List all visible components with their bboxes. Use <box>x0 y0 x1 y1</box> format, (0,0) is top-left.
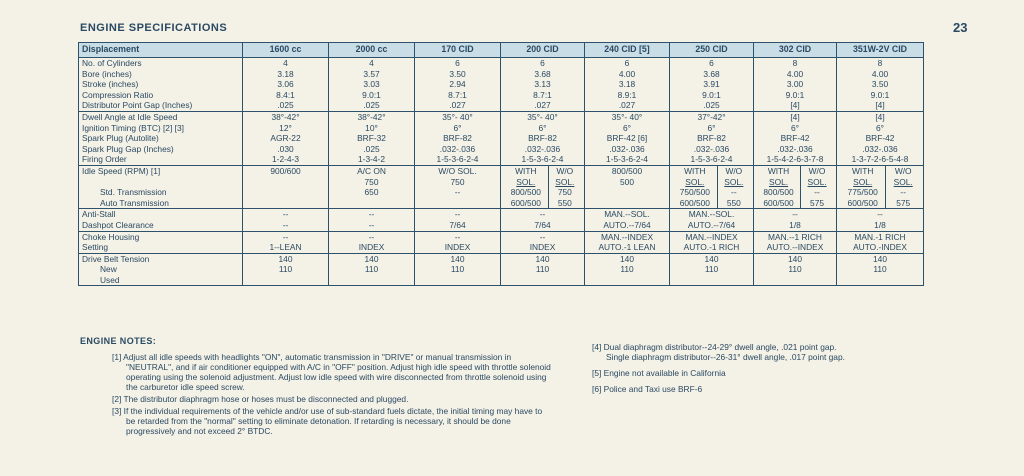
idle-without-sol-value: 575 <box>885 198 920 209</box>
basic-spec-value: 9.0:1 <box>870 89 890 100</box>
choke-value: INDEX <box>358 242 385 253</box>
choke-value-cell <box>754 231 837 253</box>
antistall-row <box>79 209 924 231</box>
idle-split-row <box>840 198 920 209</box>
ignition-spec-value: .032-.036 <box>693 143 730 154</box>
idle-1600-cell <box>243 165 329 208</box>
drive-belt-label: New <box>100 264 117 275</box>
drive-belt-value: 110 <box>364 264 379 275</box>
idle-without-sol-value: W/O <box>800 166 833 177</box>
ignition-spec-value: 6° <box>538 122 547 133</box>
page-title: ENGINE SPECIFICATIONS <box>80 22 228 34</box>
choke-label: Choke Housing <box>82 231 140 242</box>
std-transmission-label: Std. Transmission <box>100 187 167 198</box>
basic-spec-value: 8.7:1 <box>533 89 552 100</box>
antistall-value: 1/8 <box>874 219 886 230</box>
ignition-spec-value: BRF-82 <box>443 133 472 144</box>
note-3: [3] If the individual requirements of the vehicle and/or use of sub-standard fuels dictate, the initial timing may have to be retarded from the "normal" setting to eliminate detonation. If retarding is necessary, it should be done progressively and not exceed 2° BTDC. <box>112 406 543 436</box>
idle-without-sol-value: 575 <box>800 198 833 209</box>
antistall-value-cell <box>329 209 415 231</box>
idle-split-row <box>673 198 750 209</box>
choke-value: -- <box>539 231 546 242</box>
ignition-spec-value: 35°- 40° <box>611 111 643 122</box>
ignition-spec-value: .032-.036 <box>609 143 645 154</box>
idle-without-sol-value: SOL. <box>548 177 581 188</box>
basic-spec-value: .027 <box>449 100 466 111</box>
basic-spec-value: 8 <box>877 58 883 68</box>
drive-belt-value-cell <box>415 253 501 286</box>
antistall-value: -- <box>368 209 375 220</box>
ignition-spec-value: .032-.036 <box>439 143 476 154</box>
drive-belt-value: 140 <box>450 253 465 264</box>
idle-with-sol-value: SOL. <box>768 176 789 187</box>
basic-spec-value-cell <box>329 58 415 112</box>
choke-value-cell <box>670 231 754 253</box>
idle-2000-auto: 650 <box>364 187 379 198</box>
drive-belt-value: 110 <box>873 264 887 275</box>
note-4 <box>592 342 922 362</box>
ignition-spec-value-cell <box>585 111 670 165</box>
note-6: [6] Police and Taxi use BRF-6 <box>592 384 703 394</box>
drive-belt-value: 110 <box>620 264 634 275</box>
idle-split-row <box>673 187 750 198</box>
choke-value-cell <box>501 231 585 253</box>
ignition-spec-value: 38°-42° <box>271 111 300 122</box>
antistall-value: -- <box>454 209 461 220</box>
choke-value-cell <box>415 231 501 253</box>
antistall-value: -- <box>877 209 883 220</box>
drive-belt-value: 140 <box>278 253 293 264</box>
choke-value: MAN.-1 RICH <box>854 231 906 242</box>
ignition-spec-value: 6° <box>875 122 884 133</box>
idle-split-row <box>504 177 581 188</box>
choke-value: AUTO.--INDEX <box>766 242 824 253</box>
note-1: [1] Adjust all idle speeds with headlights "ON", automatic transmission in "DRIVE" or manual transmission in "NEUTRAL", and if air conditioner equipped with A/C in "OFF" position. Adjust high idle speed with throttle solenoid operating using the solenoid adjustment. Adjust low idle speed with wire disconnected from throttle solenoid using the carburetor idle speed screw. <box>112 352 551 392</box>
basic-spec-label: Compression Ratio <box>82 89 154 100</box>
choke-value: -- <box>454 231 461 242</box>
basic-spec-value: 2.94 <box>449 79 466 90</box>
idle-200-cell <box>501 165 585 208</box>
basic-spec-value: 6 <box>540 58 545 68</box>
idle-with-sol-value: 600/500 <box>763 197 794 208</box>
idle-with-sol-value: 775/500 <box>847 187 878 198</box>
basic-spec-value: .027 <box>534 100 551 111</box>
idle-250-cell <box>670 165 754 208</box>
basic-spec-value: 9.0:1 <box>702 89 721 100</box>
ignition-spec-value: 6° <box>453 122 462 133</box>
engine-header: 200 CID <box>501 43 585 58</box>
drive-belt-value: 110 <box>278 264 293 275</box>
choke-row <box>79 231 924 253</box>
note-5: [5] Engine not available in California <box>592 368 726 378</box>
drive-belt-value: 140 <box>873 253 887 264</box>
idle-speed-label: Idle Speed (RPM) [1] <box>82 165 161 176</box>
basic-specs-row <box>79 58 924 112</box>
ignition-spec-value: .032-.036 <box>777 143 813 154</box>
ignition-spec-value: 1-5-3-6-2-4 <box>521 154 564 165</box>
idle-split-row <box>840 177 920 188</box>
basic-spec-value: [4] <box>875 100 885 111</box>
basic-spec-value: 3.13 <box>534 79 551 90</box>
ignition-spec-value: 1-2-4-3 <box>272 154 299 165</box>
idle-351-cell <box>837 165 924 208</box>
drive-belt-label: Drive Belt Tension <box>82 253 150 264</box>
note-4-single: Single diaphragm distributor--26-31° dwell angle, .017 point gap. <box>606 352 845 362</box>
choke-value: MAN.--1 RICH <box>768 231 822 242</box>
choke-label-cell <box>79 231 243 253</box>
choke-value-cell <box>329 231 415 253</box>
engine-header: 170 CID <box>415 43 501 58</box>
idle-240-cell <box>585 165 670 208</box>
antistall-value: AUTO.--7/64 <box>603 219 651 230</box>
ignition-spec-value: [4] <box>875 111 885 122</box>
ignition-spec-value: 38°-42° <box>357 111 386 122</box>
antistall-value: 7/64 <box>534 219 551 230</box>
basic-spec-value: 4.00 <box>871 68 889 79</box>
basic-spec-value: 9.0:1 <box>362 89 381 100</box>
ignition-spec-value: AGR-22 <box>270 133 301 144</box>
idle-without-sol-value: SOL. <box>885 177 920 188</box>
idle-split-row <box>757 177 833 188</box>
choke-label: Setting <box>82 242 109 253</box>
header-row <box>79 43 924 58</box>
ignition-spec-value: 1-5-4-2-6-3-7-8 <box>766 154 824 165</box>
engine-header: 250 CID <box>670 43 754 58</box>
idle-split-row <box>757 166 833 177</box>
choke-value: MAN.--INDEX <box>685 231 738 242</box>
spacer <box>82 177 239 188</box>
basic-spec-value: 8.7:1 <box>448 89 467 100</box>
ignition-spec-value: 35°- 40° <box>527 111 558 122</box>
ignition-spec-label: Dwell Angle at Idle Speed <box>82 111 178 122</box>
basic-spec-label-cell <box>79 58 243 112</box>
basic-spec-value: .027 <box>618 100 636 111</box>
ignition-spec-value: 1-3-4-2 <box>358 154 385 165</box>
basic-spec-value: 4 <box>369 58 374 68</box>
engine-header: 1600 cc <box>243 43 329 58</box>
engine-header: 240 CID [5] <box>585 43 670 58</box>
choke-value: MAN.--INDEX <box>600 231 654 242</box>
basic-spec-value-cell <box>585 58 670 112</box>
idle-with-sol-value: SOL. <box>853 176 873 187</box>
basic-spec-value: 4.00 <box>618 68 636 79</box>
note-2: [2] The distributor diaphragm hose or hoses must be disconnected and plugged. <box>112 394 409 404</box>
ignition-spec-value: 37°-42° <box>697 111 726 122</box>
idle-without-sol-value: -- <box>717 187 750 198</box>
ignition-spec-label-cell <box>79 111 243 165</box>
ignition-spec-value: .032-.036 <box>862 143 898 154</box>
idle-240-auto: 500 <box>620 176 634 187</box>
basic-spec-value: 3.06 <box>277 79 294 90</box>
antistall-value-cell <box>670 209 754 231</box>
ignition-specs-row <box>79 111 924 165</box>
basic-spec-value: 3.18 <box>277 68 294 79</box>
notes-left-column <box>112 352 552 438</box>
engine-header: 351W-2V CID <box>837 43 924 58</box>
idle-without-sol-value: -- <box>800 187 833 198</box>
idle-with-sol-value: 750/500 <box>679 187 710 198</box>
drive-belt-value-cell <box>501 253 585 286</box>
antistall-value-cell <box>585 209 670 231</box>
drive-belt-value: 110 <box>704 264 719 275</box>
antistall-value: MAN.--SOL. <box>604 209 650 220</box>
ignition-spec-value: BRF-82 <box>528 133 557 144</box>
drive-belt-value-cell <box>243 253 329 286</box>
basic-spec-value: 3.68 <box>534 68 551 79</box>
choke-value: AUTO.-INDEX <box>853 242 907 253</box>
ignition-spec-value: 1-3-7-2-6-5-4-8 <box>851 154 909 165</box>
idle-170-auto: -- <box>454 187 461 198</box>
drive-belt-label: Used <box>100 274 120 285</box>
engine-spec-table <box>78 42 924 286</box>
engine-header: 2000 cc <box>329 43 415 58</box>
ignition-spec-value: 1-5-3-6-2-4 <box>690 154 733 165</box>
choke-value: AUTO.-1 RICH <box>683 242 740 253</box>
ignition-spec-value: BRF-42 <box>780 133 810 144</box>
antistall-value-cell <box>837 209 924 231</box>
choke-value: INDEX <box>529 242 556 253</box>
antistall-value-cell <box>415 209 501 231</box>
idle-240-std: 800/500 <box>611 165 643 176</box>
page-number: 23 <box>953 20 968 35</box>
basic-spec-value: 3.18 <box>618 79 636 90</box>
basic-spec-value: 8.4:1 <box>276 89 295 100</box>
antistall-value: MAN.--SOL. <box>688 209 735 220</box>
basic-spec-value-cell <box>837 58 924 112</box>
ignition-spec-value: [4] <box>790 111 800 122</box>
idle-2000-head: A/C ON <box>357 165 386 176</box>
choke-value: -- <box>282 231 289 242</box>
ignition-spec-value: .025 <box>363 143 380 154</box>
idle-without-sol-value: 750 <box>548 187 581 198</box>
basic-spec-value: 8 <box>792 58 798 68</box>
basic-spec-label: Stroke (inches) <box>82 79 139 90</box>
ignition-spec-value: BRF-82 <box>697 133 726 144</box>
idle-split-row <box>504 198 581 209</box>
ignition-spec-value: BRF-42 [6] <box>606 133 648 144</box>
basic-spec-value: .025 <box>277 100 294 111</box>
ignition-spec-value-cell <box>415 111 501 165</box>
drive-belt-value-cell <box>837 253 924 286</box>
basic-spec-value: 3.00 <box>786 79 804 90</box>
antistall-value: 7/64 <box>449 219 466 230</box>
idle-170-std: 750 <box>450 176 465 187</box>
antistall-value: -- <box>282 209 289 220</box>
basic-spec-value: 8.9:1 <box>617 89 637 100</box>
drive-belt-value: 140 <box>364 253 379 264</box>
antistall-value: AUTO.--7/64 <box>687 219 736 230</box>
idle-without-sol-value: W/O <box>717 166 750 177</box>
basic-spec-value: 3.03 <box>363 79 380 90</box>
ignition-spec-value: .032-.036 <box>524 143 561 154</box>
choke-value-cell <box>837 231 924 253</box>
basic-spec-value: 6 <box>624 58 630 68</box>
basic-spec-label: No. of Cylinders <box>82 58 142 68</box>
choke-value: AUTO.-1 LEAN <box>598 242 656 253</box>
idle-split-row <box>673 166 750 177</box>
basic-spec-value-cell <box>243 58 329 112</box>
idle-split-row <box>757 187 833 198</box>
drive-belt-value: 110 <box>450 264 465 275</box>
ignition-spec-value-cell <box>329 111 415 165</box>
idle-1600-std: 900/600 <box>270 165 301 176</box>
engine-notes-title: ENGINE NOTES: <box>80 336 157 346</box>
basic-spec-value: .025 <box>703 100 720 111</box>
drive-belt-value-cell <box>754 253 837 286</box>
ignition-spec-value: 10° <box>365 122 378 133</box>
ignition-spec-value: 12° <box>279 122 292 133</box>
drive-belt-value: 110 <box>535 264 550 275</box>
antistall-value: -- <box>539 209 546 220</box>
idle-170-head: W/O SOL. <box>438 165 477 176</box>
auto-transmission-label: Auto Transmission <box>100 197 169 208</box>
basic-spec-label: Bore (inches) <box>82 68 132 79</box>
basic-spec-value: 3.50 <box>871 79 889 90</box>
basic-spec-value: 4 <box>283 58 288 68</box>
choke-value: -- <box>368 231 375 242</box>
drive-belt-value: 140 <box>788 253 802 264</box>
basic-spec-value-cell <box>415 58 501 112</box>
ignition-spec-value: 6° <box>790 122 799 133</box>
idle-split-row <box>840 187 920 198</box>
choke-value: 1--LEAN <box>269 242 302 253</box>
idle-speed-row <box>79 165 924 208</box>
basic-spec-label: Distributor Point Gap (Inches) <box>82 100 193 111</box>
idle-2000-cell <box>329 165 415 208</box>
idle-split-row <box>673 177 750 188</box>
basic-spec-value: [4] <box>790 100 800 111</box>
choke-value-cell <box>243 231 329 253</box>
idle-split-row <box>840 166 920 177</box>
antistall-value: 1/8 <box>789 219 801 230</box>
idle-with-sol-value: WITH <box>851 165 874 176</box>
idle-split-row <box>757 198 833 209</box>
ignition-spec-value: BRF-42 <box>865 133 895 144</box>
idle-with-sol-value: WITH <box>515 165 537 176</box>
choke-value-cell <box>585 231 670 253</box>
idle-without-sol-value: 550 <box>717 198 750 209</box>
idle-with-sol-value: 600/500 <box>510 197 541 208</box>
basic-spec-value-cell <box>501 58 585 112</box>
ignition-spec-value: 1-5-3-6-2-4 <box>606 154 648 165</box>
antistall-value-cell <box>243 209 329 231</box>
idle-split-row <box>504 166 581 177</box>
ignition-spec-value-cell <box>754 111 837 165</box>
drive-belt-value: 140 <box>535 253 550 264</box>
idle-with-sol-value: SOL. <box>685 176 705 187</box>
ignition-spec-label: Spark Plug (Autolite) <box>82 133 159 144</box>
idle-split-row <box>504 187 581 198</box>
drive-belt-row <box>79 253 924 286</box>
idle-without-sol-value: W/O <box>885 166 920 177</box>
drive-belt-value: 110 <box>788 264 802 275</box>
ignition-spec-value: 1-5-3-6-2-4 <box>436 154 479 165</box>
note-4-dual: [4] Dual diaphragm distributor--24-29° dwell angle, .021 point gap. <box>592 342 837 352</box>
basic-spec-value: .025 <box>363 100 380 111</box>
idle-with-sol-value: WITH <box>684 165 706 176</box>
ignition-spec-value: 35°- 40° <box>442 111 473 122</box>
antistall-label: Anti-Stall <box>82 209 116 220</box>
ignition-spec-value-cell <box>837 111 924 165</box>
drive-belt-value-cell <box>670 253 754 286</box>
basic-spec-value: 3.91 <box>703 79 720 90</box>
basic-spec-value: 3.68 <box>703 68 720 79</box>
basic-spec-value: 3.50 <box>449 68 466 79</box>
ignition-spec-value: .030 <box>277 143 294 154</box>
basic-spec-value-cell <box>670 58 754 112</box>
drive-belt-label-cell <box>79 253 243 286</box>
idle-without-sol-value: SOL. <box>717 177 750 188</box>
drive-belt-value: 140 <box>704 253 719 264</box>
idle-with-sol-value: 600/500 <box>847 197 878 208</box>
ignition-spec-label: Spark Plug Gap (Inches) <box>82 143 174 154</box>
idle-without-sol-value: W/O <box>548 166 581 177</box>
idle-with-sol-value: 600/500 <box>679 197 710 208</box>
ignition-spec-value: 6° <box>707 122 716 133</box>
antistall-value: -- <box>368 219 375 230</box>
basic-spec-value: 3.57 <box>363 68 380 79</box>
basic-spec-value: 6 <box>709 58 714 68</box>
idle-label-cell <box>79 165 243 208</box>
ignition-spec-label: Firing Order <box>82 154 127 165</box>
idle-2000-std: 750 <box>364 176 379 187</box>
idle-without-sol-value: 550 <box>548 198 581 209</box>
displacement-header: Displacement <box>79 43 243 58</box>
basic-spec-value: 6 <box>455 58 460 68</box>
ignition-spec-value-cell <box>243 111 329 165</box>
choke-value: INDEX <box>444 242 471 253</box>
basic-spec-value: 4.00 <box>786 68 804 79</box>
antistall-label: Dashpot Clearance <box>82 219 154 230</box>
antistall-value: -- <box>282 219 289 230</box>
idle-without-sol-value: SOL. <box>800 177 833 188</box>
drive-belt-value-cell <box>585 253 670 286</box>
idle-302-cell <box>754 165 837 208</box>
idle-without-sol-value: -- <box>885 187 920 198</box>
ignition-spec-value-cell <box>670 111 754 165</box>
drive-belt-value-cell <box>329 253 415 286</box>
ignition-spec-value-cell <box>501 111 585 165</box>
ignition-spec-value: BRF-32 <box>357 133 386 144</box>
drive-belt-value: 140 <box>620 253 634 264</box>
basic-spec-value: 9.0:1 <box>785 89 805 100</box>
antistall-value-cell <box>754 209 837 231</box>
ignition-spec-label: Ignition Timing (BTC) [2] [3] <box>82 122 184 133</box>
idle-with-sol-value: WITH <box>767 165 790 176</box>
idle-with-sol-value: SOL. <box>516 176 536 187</box>
antistall-value: -- <box>792 209 798 220</box>
antistall-value-cell <box>501 209 585 231</box>
ignition-spec-value: 6° <box>622 122 631 133</box>
idle-with-sol-value: 800/500 <box>763 187 794 198</box>
engine-header: 302 CID <box>754 43 837 58</box>
notes-right-column <box>592 342 922 400</box>
antistall-label-cell <box>79 209 243 231</box>
basic-spec-value-cell <box>754 58 837 112</box>
idle-with-sol-value: 800/500 <box>510 187 541 198</box>
idle-170-cell <box>415 165 501 208</box>
